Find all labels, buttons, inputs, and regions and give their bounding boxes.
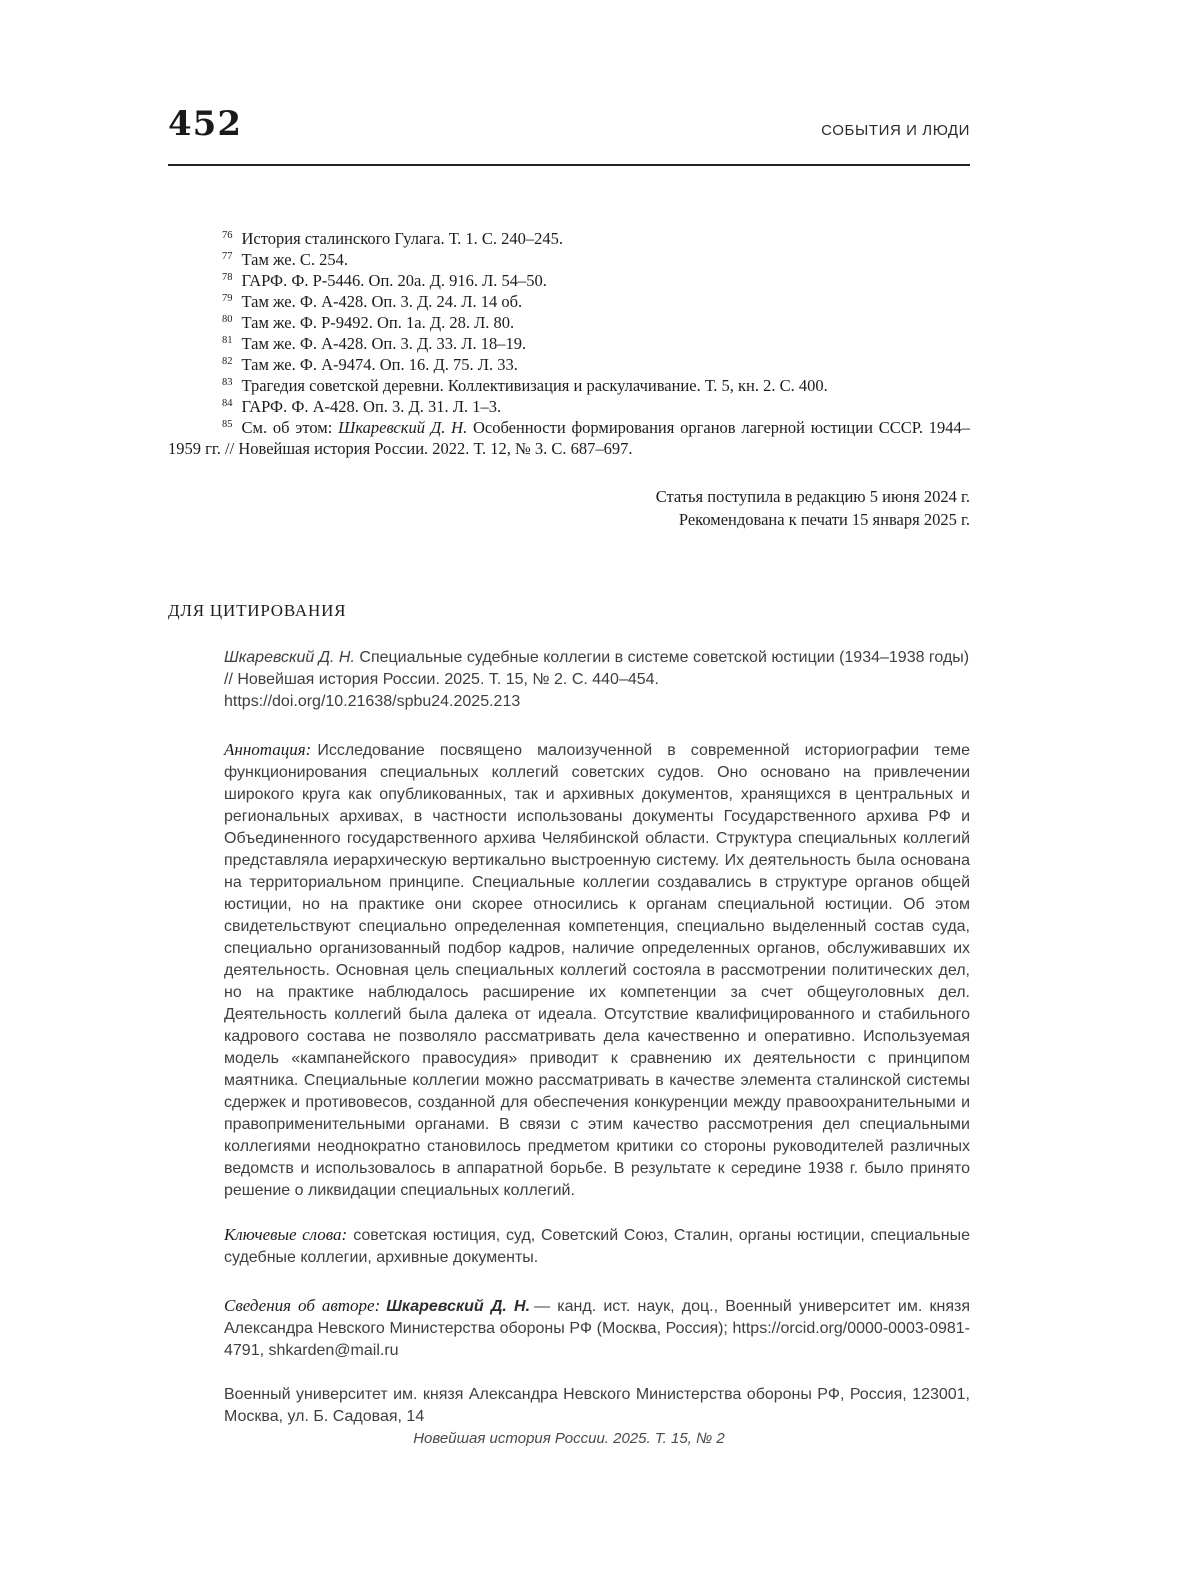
footnote-number: 79 <box>222 292 233 304</box>
abstract-text: Исследование посвящено малоизученной в современной историографии теме функционирования специальных коллегий советских судов. Оно основано на привлечении широкого круга как опубликованных, так и архивных документов, хранящихся в центральных и региональных архивах, в частности использованы документы Государственного архива РФ и Объединенного государственного архива Челябинской области. Структура специальных коллегий представляла иерархическую вертикально выстроенную систему. Их деятельность была основана на территориальном принципе. Специальные коллегии создавались в структуре органов общей юстиции, но на практике они скорее относились к органам специальной юстиции. Об этом свидетельствуют специально определенная компетенция, специально выделенный состав суда, специально организованный подбор кадров, наличие определенных органов, обслуживавших их деятельность. Основная цель специальных коллегий состояла в рассмотрении политических дел, но на практике наблюдалось расширение их компетенции за счет общеуголовных дел. Деятельность коллегий была далека от идеала. Отсутствие квалифицированного и стабильного кадрового состава не позволяло рассматривать дела качественно и оперативно. Используемая модель «кампанейского правосудия» приводит к сравнению их деятельности с принципом маятника. Специальные коллегии можно рассматривать в качестве элемента сталинской системы сдержек и противовесов, созданной для обеспечения конкуренции между правоохранительными и правоприменительными органами. В связи с этим качество рассмотрения дел специальными коллегиями неоднократно становилось предметом критики со стороны руководителей различных ведомств и использовалось в аппаратной борьбе. В результате к середине 1938 г. было принято решение о ликвидации специальных коллегий. <box>224 742 970 1199</box>
footnote-number: 80 <box>222 313 233 325</box>
footnote-text: ГАРФ. Ф. А-428. Оп. 3. Д. 31. Л. 1–3. <box>241 397 502 416</box>
footnote-text: Там же. Ф. А-9474. Оп. 16. Д. 75. Л. 33. <box>241 355 518 374</box>
footnote-81 <box>168 333 970 354</box>
footnote-number: 82 <box>222 355 233 367</box>
citation-author: Шкаревский Д. Н. <box>224 649 355 666</box>
footnote-number: 85 <box>222 418 233 430</box>
footnote-text: Там же. Ф. А-428. Оп. 3. Д. 33. Л. 18–19. <box>241 334 527 353</box>
footnote-85 <box>168 417 970 459</box>
keywords-text: советская юстиция, суд, Советский Союз, Сталин, органы юстиции, специальные судебные коллегии, архивные документы. <box>224 1227 970 1266</box>
abstract-label: Аннотация: <box>224 740 312 759</box>
footnote-text: Трагедия советской деревни. Коллективизация и раскулачивание. Т. 5, кн. 2. С. 400. <box>241 376 828 395</box>
page-number: 452 <box>168 104 242 144</box>
page-header <box>168 104 970 144</box>
received-line: Статья поступила в редакцию 5 июня 2024 г. <box>655 487 970 506</box>
footnote-text: Там же. Ф. Р-9492. Оп. 1а. Д. 28. Л. 80. <box>241 313 515 332</box>
affiliation-section <box>224 1384 970 1428</box>
for-citation-heading: ДЛЯ ЦИТИРОВАНИЯ <box>168 601 347 620</box>
footnote-text: Там же. Ф. А-428. Оп. 3. Д. 24. Л. 14 об. <box>241 292 523 311</box>
content-column <box>168 0 970 1428</box>
footnote-79 <box>168 291 970 312</box>
header-rule <box>168 164 970 166</box>
journal-footer: Новейшая история России. 2025. Т. 15, № 2 <box>413 1430 725 1447</box>
affiliation-text: Военный университет им. князя Александра Невского Министерства обороны РФ, Россия, 123001, Москва, ул. Б. Садовая, 14 <box>224 1386 970 1425</box>
keywords-label: Ключевые слова: <box>224 1225 348 1244</box>
citation-doi: https://doi.org/10.21638/spbu24.2025.213 <box>224 693 521 710</box>
footnote-84 <box>168 396 970 417</box>
footnote-80 <box>168 312 970 333</box>
received-dates <box>168 485 970 531</box>
footnote-author-italic: Шкаревский Д. Н. <box>338 418 468 437</box>
footnote-text: История сталинского Гулага. Т. 1. С. 240–245. <box>241 229 564 248</box>
footnote-76 <box>168 228 970 249</box>
abstract-section <box>224 739 970 1202</box>
footnote-text: ГАРФ. Ф. Р-5446. Оп. 20а. Д. 916. Л. 54–50. <box>241 271 547 290</box>
author-info-label: Сведения об авторе: <box>224 1296 381 1315</box>
footnote-number: 83 <box>222 376 233 388</box>
recommended-line: Рекомендована к печати 15 января 2025 г. <box>678 510 970 529</box>
footnote-text: Там же. С. 254. <box>241 250 348 269</box>
citation-text <box>224 647 970 691</box>
footnote-text: Особенности формирования органов лагерной юстиции СССР. 1944–1959 гг. // Новейшая история России. 2022. Т. 12, № 3. С. 687–697. <box>168 418 970 458</box>
author-info-text: — канд. ист. наук, доц., Военный университет им. князя Александра Невского Министерства обороны РФ (Москва, Россия); https://orcid.org/0000-0003-0981-4791, shkarden@mail.ru <box>224 1298 971 1359</box>
footnote-78 <box>168 270 970 291</box>
footnote-82 <box>168 354 970 375</box>
abstract-paragraph <box>224 739 970 1202</box>
footnote-number: 77 <box>222 250 233 262</box>
footnote-number: 78 <box>222 271 233 283</box>
running-head-section: СОБЫТИЯ И ЛЮДИ <box>821 122 970 139</box>
keywords-paragraph <box>224 1224 970 1269</box>
footnote-number: 84 <box>222 397 233 409</box>
footnote-83 <box>168 375 970 396</box>
author-info-paragraph <box>224 1295 970 1362</box>
author-name: Шкаревский Д. Н. <box>386 1298 531 1315</box>
footnote-text: См. об этом: <box>241 418 339 437</box>
footnote-number: 76 <box>222 229 233 241</box>
footnotes-section <box>168 228 970 459</box>
footnote-number: 81 <box>222 334 233 346</box>
author-info-section <box>224 1295 970 1362</box>
footnote-77 <box>168 249 970 270</box>
keywords-section <box>224 1224 970 1269</box>
citation-block <box>224 647 970 713</box>
citation-body: Специальные судебные коллегии в системе советской юстиции (1934–1938 годы) // Новейшая история России. 2025. Т. 15, № 2. С. 440–454. <box>224 649 970 688</box>
